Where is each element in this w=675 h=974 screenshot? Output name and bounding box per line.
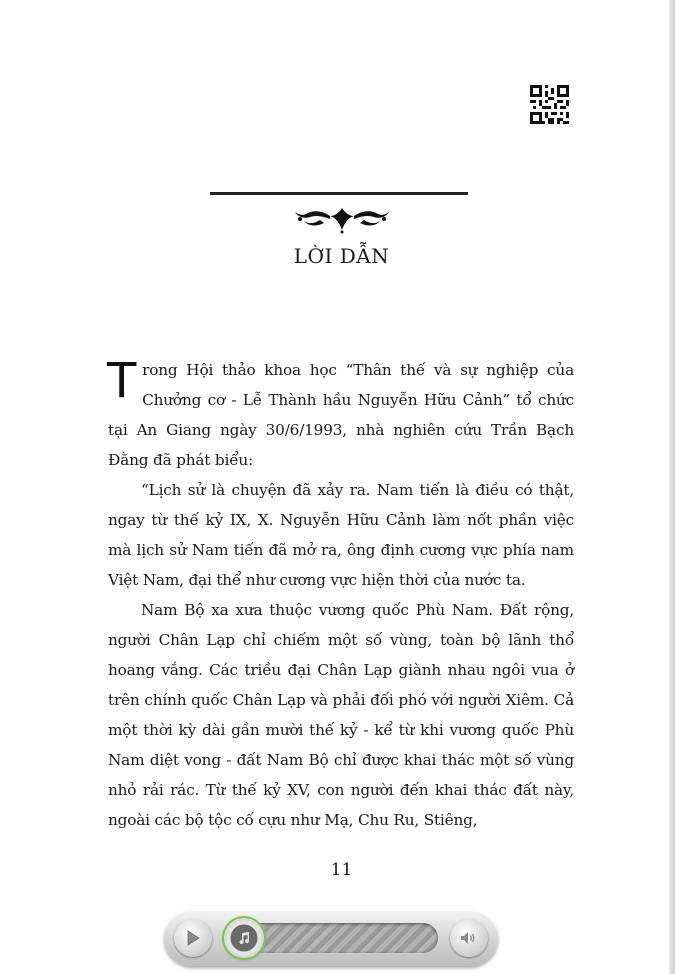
body-text <box>108 355 574 835</box>
paragraph-1 <box>108 355 574 475</box>
play-button[interactable] <box>174 919 212 957</box>
qr-code-icon <box>530 85 569 124</box>
play-icon <box>186 930 200 946</box>
page-number: 11 <box>330 860 353 880</box>
paragraph-3: Nam Bộ xa xưa thuộc vương quốc Phù Nam. Đất rộng, người Chân Lạp chỉ chiếm một số vùng, toàn bộ lãnh thổ hoang vắng. Các triều đại Chân Lạp giành nhau ngôi vua ở trên chính quốc Chân Lạp và phải đối phó với người Xiêm. Cả một thời kỳ dài gần mười thế kỷ - kể từ khi vương quốc Phù Nam diệt vong - đất Nam Bộ chỉ được khai thác một số vùng nhỏ rải rác. Từ thế kỷ XV, con người đến khai thác đất này, ngoài các bộ tộc cố cựu như Mạ, Chu Ru, Stiêng, <box>108 601 574 829</box>
ornament-flourish-icon <box>290 204 394 234</box>
speaker-volume-icon <box>460 931 478 945</box>
heading-rule <box>210 192 468 195</box>
audio-player <box>164 910 498 966</box>
page-edge <box>669 0 675 974</box>
volume-button[interactable] <box>450 919 488 957</box>
paragraph-1-text: rong Hội thảo khoa học “Thân thế và sự nghiệp của Chưởng cơ - Lễ Thành hầu Nguyễn Hữu Cảnh” tổ chức tại An Giang ngày 30/6/1993, nhà nghiên cứu Trần Bạch Đằng đã phát biểu: <box>108 361 574 469</box>
music-note-icon <box>237 931 251 945</box>
progress-thumb[interactable] <box>224 918 264 958</box>
page-title: LỜI DẪN <box>293 244 390 268</box>
drop-cap: T <box>107 353 137 409</box>
paragraph-2: “Lịch sử là chuyện đã xảy ra. Nam tiến là điều có thật, ngay từ thế kỷ IX, X. Nguyễn Hữu Cảnh làm nốt phần việc mà lịch sử Nam tiến đã mở ra, ông định cương vực phía nam Việt Nam, đại thể như cương vực hiện thời của nước ta. <box>108 481 574 589</box>
